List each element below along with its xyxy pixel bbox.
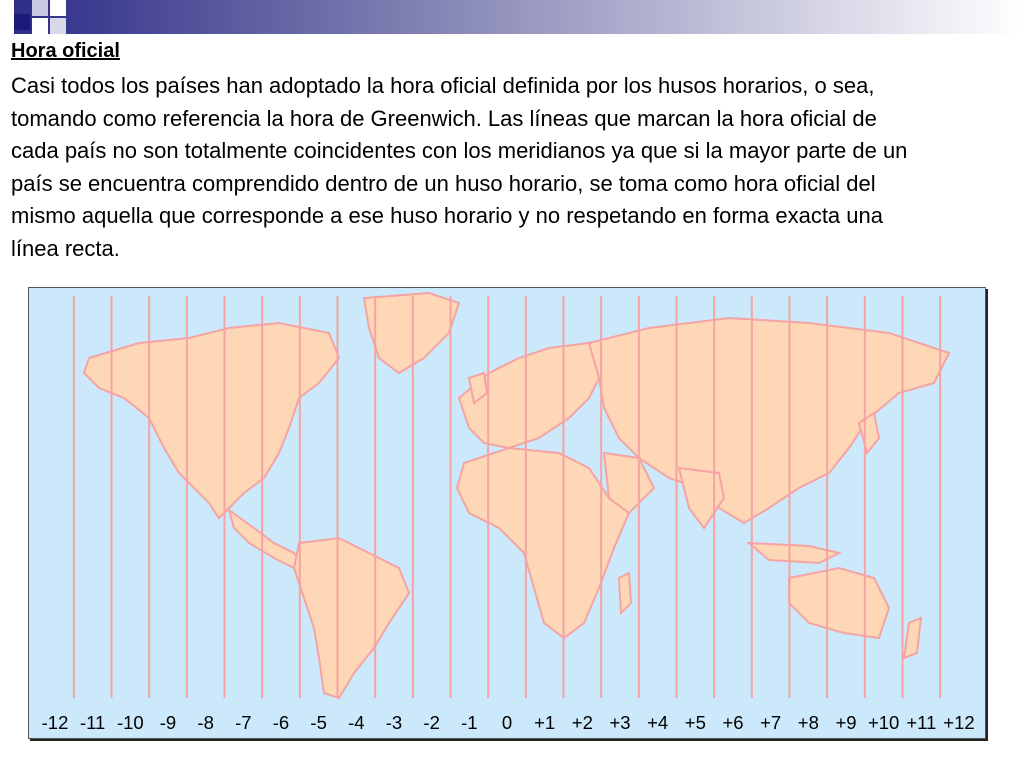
south-america [294,538,409,698]
timezone-label: +6 [722,712,744,733]
greenland [364,293,459,373]
new-zealand [904,618,921,658]
timezone-label: +1 [534,712,556,733]
timezone-label: +2 [571,712,593,733]
timezone-label: -7 [235,712,252,733]
timezone-label: -2 [423,712,440,733]
india [679,468,724,528]
timezone-label: 0 [501,712,513,733]
timezone-label: -3 [385,712,403,733]
central-america [229,510,304,568]
header-gradient [0,0,1024,34]
timezone-label: -4 [348,712,365,733]
indonesia [749,543,839,563]
timezone-label: +3 [609,712,631,733]
world-timezone-map [28,287,986,739]
timezone-label: -5 [310,712,327,733]
page-title: Hora oficial [11,40,120,62]
timezone-label: -9 [159,712,177,733]
body-paragraph: Casi todos los países han adoptado la hora oficial definida por los husos horarios, o sea, tomando como referencia la hora de Greenwich. Las líneas que marcan la hora oficial de cada país no son totalmente coincidentes con los meridianos ya que si la mayor parte de un país se encuentra comprendido dentro de un huso horario, se toma como hora oficial del mismo aquella que corresponde a ese huso horario y no respetando en forma exacta una línea recta. [11,73,908,261]
timezone-label: -1 [461,712,478,733]
timezone-label: +12 [943,712,975,733]
timezone-label: +9 [835,712,857,733]
timezone-label: -8 [197,712,214,733]
timezone-label: +5 [684,712,706,733]
timezone-label: -10 [116,712,144,733]
header-decoration [0,0,1024,34]
timezone-label: +7 [760,712,782,733]
timezone-label: -12 [41,712,69,733]
continents [84,293,949,698]
timezone-label: +10 [867,712,900,733]
map-graphic [29,288,985,708]
africa [457,448,629,638]
timezone-label: -11 [79,712,106,733]
timezone-label: +11 [906,712,937,733]
timezone-labels [29,708,985,738]
madagascar [619,573,631,613]
square-icon [14,14,30,30]
timezone-label: +8 [797,712,819,733]
timezone-label: -6 [272,712,290,733]
timezone-label: +4 [647,712,669,733]
australia [789,568,889,638]
